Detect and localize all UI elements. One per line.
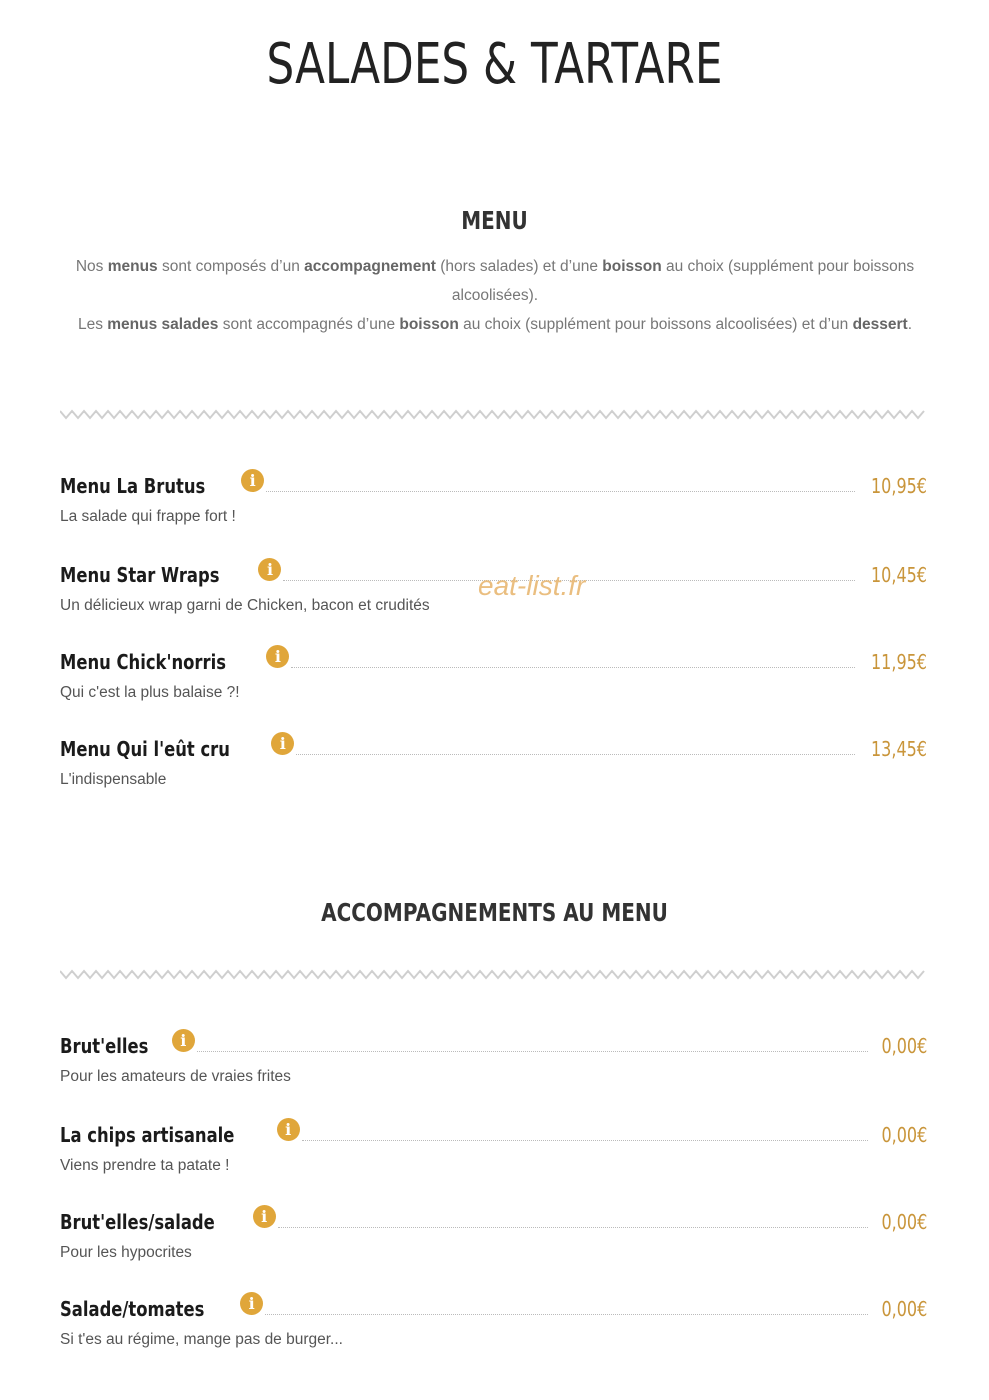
info-icon[interactable]: i xyxy=(240,1292,263,1315)
item-name: La chips artisanale xyxy=(60,1123,235,1147)
info-icon[interactable]: i xyxy=(266,645,289,668)
menu-intro xyxy=(70,252,920,339)
item-name: Salade/tomates xyxy=(60,1297,205,1321)
item-price: 0,00€ xyxy=(881,1034,927,1058)
menu-item[interactable] xyxy=(60,729,927,799)
item-price: 0,00€ xyxy=(881,1123,927,1147)
item-description: Qui c'est la plus balaise ?! xyxy=(60,684,240,701)
side-item[interactable] xyxy=(60,1202,927,1272)
wavy-divider xyxy=(60,968,927,982)
info-icon[interactable]: i xyxy=(271,732,294,755)
item-description: L'indispensable xyxy=(60,771,167,788)
dotted-leader xyxy=(291,666,855,668)
wavy-divider xyxy=(60,408,927,422)
section-title-menu: MENU xyxy=(461,206,528,235)
wavy-divider-line xyxy=(60,968,927,982)
info-icon[interactable]: i xyxy=(241,469,264,492)
item-name: Brut'elles xyxy=(60,1034,149,1058)
wavy-divider-line xyxy=(60,408,927,422)
info-icon[interactable]: i xyxy=(253,1205,276,1228)
watermark: eat-list.fr xyxy=(478,570,586,601)
menu-item[interactable] xyxy=(60,466,927,536)
intro-line-1: Nos menus sont composés d’un accompagnement (hors salades) et d’une boisson au choix (supplément pour boissons alcoolisées). xyxy=(75,258,915,304)
item-price: 13,45€ xyxy=(871,737,927,761)
dotted-leader xyxy=(278,1226,868,1228)
item-price: 0,00€ xyxy=(881,1210,927,1234)
item-price: 11,95€ xyxy=(871,650,927,674)
info-icon[interactable]: i xyxy=(258,558,281,581)
dotted-leader xyxy=(266,490,855,492)
item-name: Menu La Brutus xyxy=(60,474,206,498)
item-name: Menu Chick'norris xyxy=(60,650,226,674)
dotted-leader xyxy=(197,1050,868,1052)
info-icon[interactable]: i xyxy=(277,1118,300,1141)
side-item[interactable] xyxy=(60,1115,927,1185)
item-name: Brut'elles/salade xyxy=(60,1210,215,1234)
item-description: Viens prendre ta patate ! xyxy=(60,1157,230,1174)
dotted-leader xyxy=(302,1139,868,1141)
side-item[interactable] xyxy=(60,1026,927,1096)
item-price: 10,45€ xyxy=(871,563,927,587)
item-name: Menu Qui l'eût cru xyxy=(60,737,230,761)
info-icon[interactable]: i xyxy=(172,1029,195,1052)
item-description: Un délicieux wrap garni de Chicken, bacon et crudités xyxy=(60,597,430,614)
item-name: Menu Star Wraps xyxy=(60,563,220,587)
dotted-leader xyxy=(296,753,855,755)
menu-item[interactable] xyxy=(60,642,927,712)
item-price: 0,00€ xyxy=(881,1297,927,1321)
page-title: SALADES & TARTARE xyxy=(266,32,723,97)
item-price: 10,95€ xyxy=(871,474,927,498)
dotted-leader xyxy=(265,1313,868,1315)
item-description: Pour les amateurs de vraies frites xyxy=(60,1068,291,1085)
item-description: Pour les hypocrites xyxy=(60,1244,192,1261)
item-description: Si t'es au régime, mange pas de burger... xyxy=(60,1331,343,1348)
section-title-sides: ACCOMPAGNEMENTS AU MENU xyxy=(321,898,668,927)
side-item[interactable] xyxy=(60,1289,927,1359)
intro-line-2: Les menus salades sont accompagnés d’une boisson au choix (supplément pour boissons alcoolisées) et d’un dessert. xyxy=(77,316,913,333)
item-description: La salade qui frappe fort ! xyxy=(60,508,236,525)
